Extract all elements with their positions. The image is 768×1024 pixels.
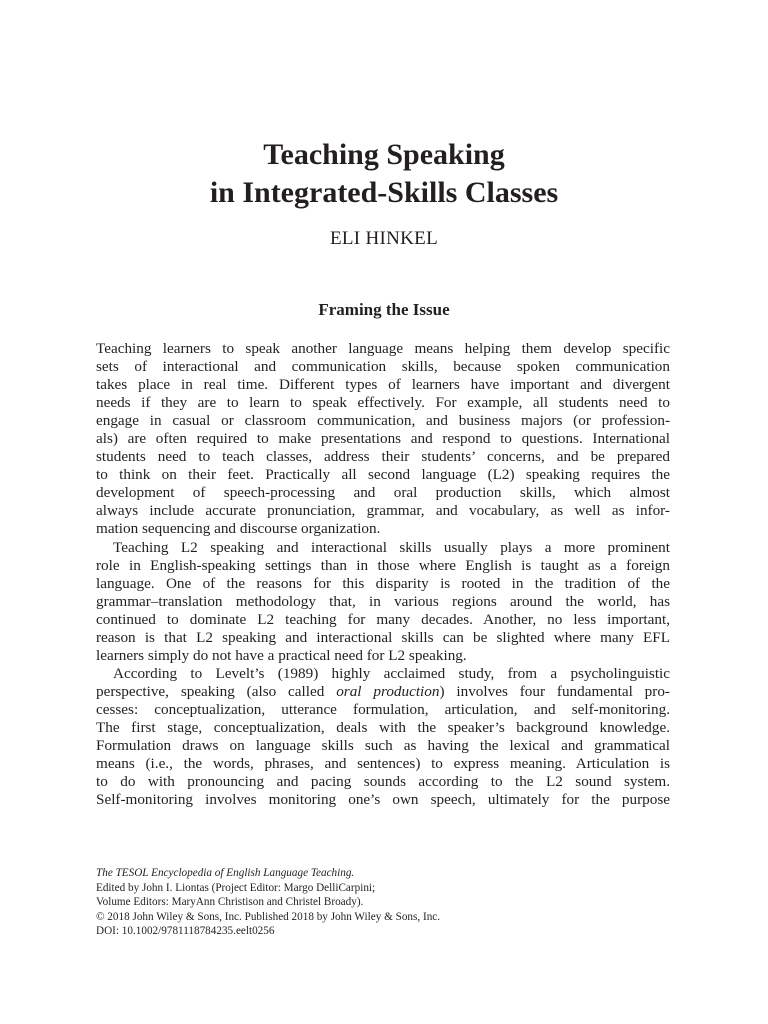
text-line: role in English-speaking settings than in those where English is taught as a foreign xyxy=(96,556,670,574)
editor-line: Edited by John I. Liontas (Project Editor: Margo DelliCarpini; xyxy=(96,881,376,894)
text-line: language. One of the reasons for this disparity is rooted in the tradition of the xyxy=(96,574,670,592)
text-line: development of speech-processing and oral production skills, which almost xyxy=(96,484,670,502)
doi-line: DOI: 10.1002/9781118784235.eelt0256 xyxy=(96,925,275,937)
text-line: sets of interactional and communication skills, because spoken communication xyxy=(96,358,670,376)
text-line: mation sequencing and discourse organization. xyxy=(96,520,381,538)
author-name: ELI HINKEL xyxy=(330,228,438,249)
chapter-title xyxy=(0,136,768,212)
text-line: takes place in real time. Different types of learners have important and divergent xyxy=(96,376,670,394)
text-line: Formulation draws on language skills such as having the lexical and grammatical xyxy=(96,737,670,755)
book-title: The TESOL Encyclopedia of English Language Teaching. xyxy=(96,867,355,879)
text-line: to do with pronouncing and pacing sounds according to the L2 sound system. xyxy=(96,773,670,791)
text-line: Teaching learners to speak another language means helping them develop specific xyxy=(96,340,670,357)
text-line: als) are often required to make presentations and respond to questions. International xyxy=(96,430,670,448)
volume-editors-line: Volume Editors: MaryAnn Christison and Christel Broady). xyxy=(96,896,364,908)
text-line: learners simply do not have a practical need for L2 speaking. xyxy=(96,646,467,664)
text-line: grammar–translation methodology that, in various regions around the world, has xyxy=(96,592,670,610)
chapter-title-line-2: in Integrated-Skills Classes xyxy=(209,176,559,209)
text-line: continued to dominate L2 teaching for many decades. Another, no less important, xyxy=(96,610,670,628)
body-text xyxy=(96,340,670,809)
text-fragment: perspective, speaking (also called xyxy=(96,682,337,700)
text-line: According to Levelt’s (1989) highly acclaimed study, from a psycholinguistic xyxy=(113,664,670,682)
text-line: The first stage, conceptualization, deals with the speaker’s background knowledge. xyxy=(96,718,670,736)
text-line: engage in casual or classroom communication, and business majors (or profession- xyxy=(96,412,670,430)
paragraph-2 xyxy=(96,539,670,665)
text-line: cesses: conceptualization, utterance formulation, articulation, and self-monitoring. xyxy=(96,700,670,718)
copyright-line: © 2018 John Wiley & Sons, Inc. Published 2018 by John Wiley & Sons, Inc. xyxy=(96,910,441,923)
emphasized-term: oral production xyxy=(336,682,440,700)
chapter-title-line-1: Teaching Speaking xyxy=(263,138,505,171)
text-line: means (i.e., the words, phrases, and sentences) to express meaning. Articulation is xyxy=(96,755,670,773)
paragraph-1 xyxy=(96,340,670,539)
text-line xyxy=(96,683,670,701)
text-line: always include accurate pronunciation, grammar, and vocabulary, as well as infor- xyxy=(96,502,670,520)
text-fragment: ) involves four fundamental pro- xyxy=(439,682,670,700)
paragraph-3 xyxy=(96,665,670,809)
text-line: to think on their feet. Practically all second language (L2) speaking requires the xyxy=(96,466,670,484)
text-line: reason is that L2 speaking and interactional skills can be slighted where many EFL xyxy=(96,628,670,646)
text-line: students need to teach classes, address their students’ concerns, and be prepared xyxy=(96,448,670,466)
section-heading: Framing the Issue xyxy=(318,300,450,319)
text-line: Self-monitoring involves monitoring one’s own speech, ultimately for the purpose xyxy=(96,791,670,809)
text-line: Teaching L2 speaking and interactional skills usually plays a more prominent xyxy=(113,538,670,556)
publication-footer xyxy=(96,866,670,939)
text-line: needs if they are to learn to speak effectively. For example, all students need to xyxy=(96,394,670,412)
